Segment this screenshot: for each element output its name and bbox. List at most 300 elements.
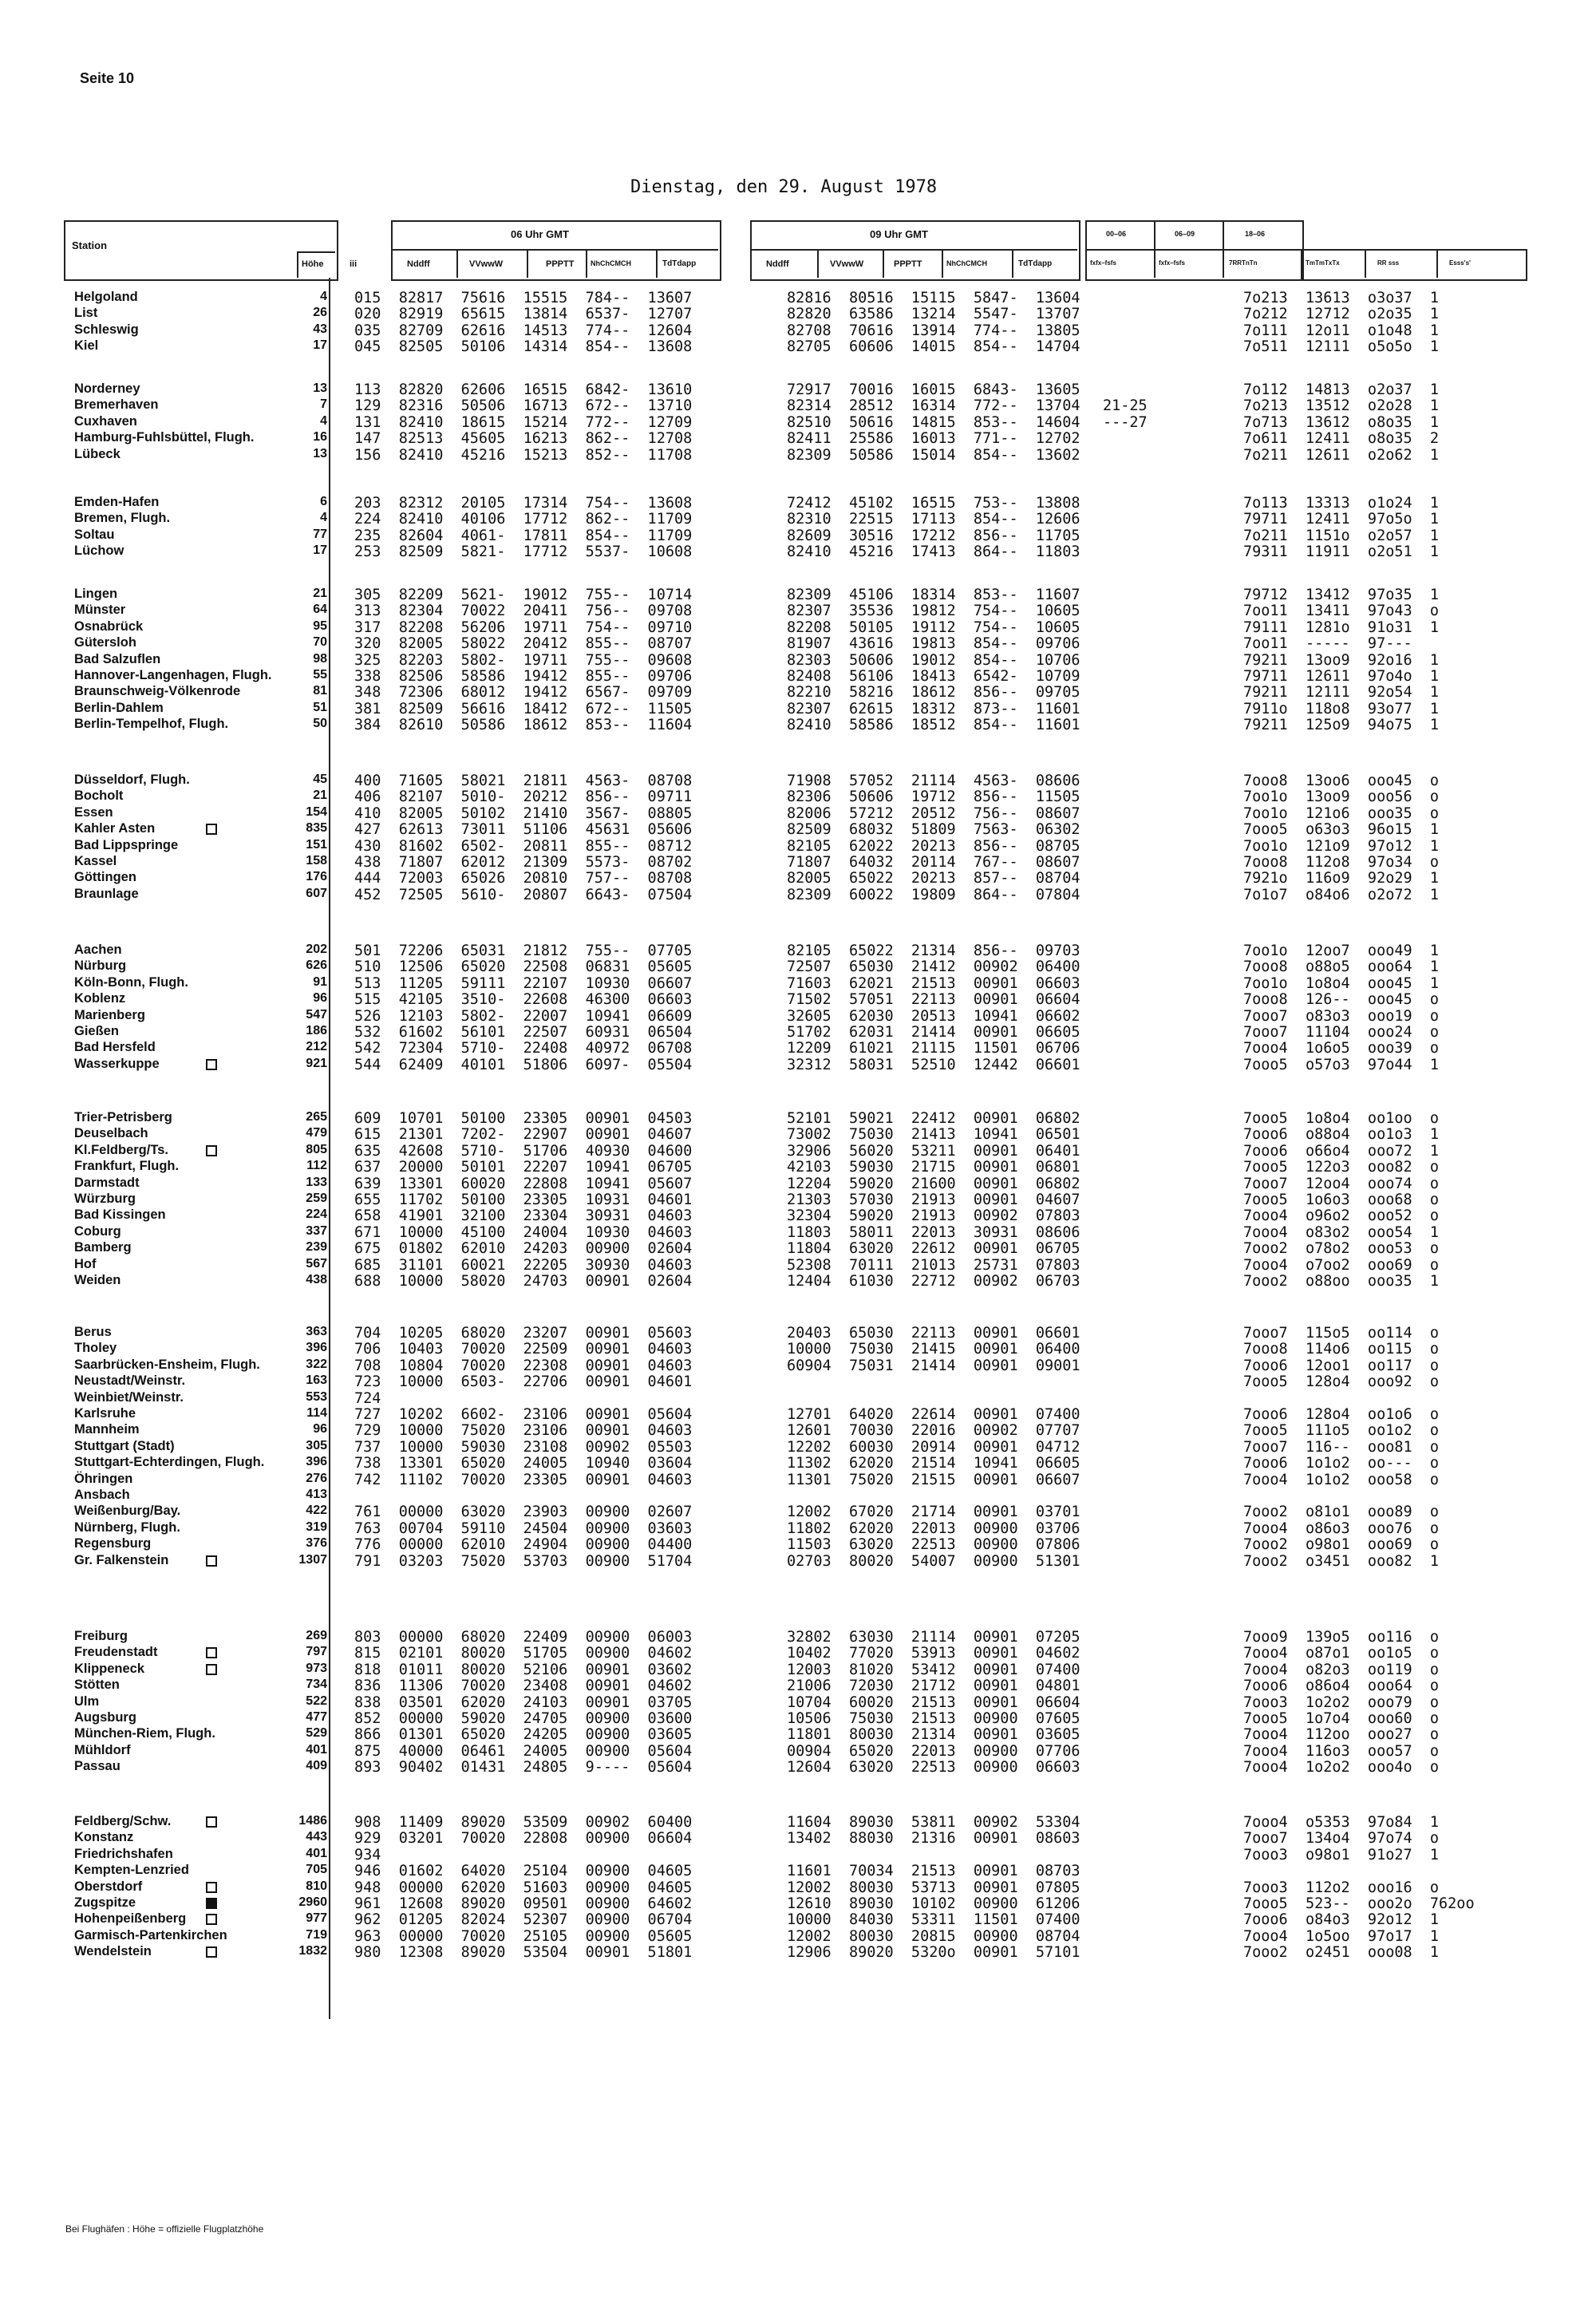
summary-values: 7ooo7 11104 ooo24 o [1243,1024,1440,1041]
station-name: Braunlage [74,887,139,901]
station-height: 70 [313,635,327,649]
obs-09-utc: 60904 75031 21414 00901 09001 [787,1358,1080,1374]
obs-06-utc: 510 12506 65020 22508 06831 05605 [354,958,693,975]
obs-06-utc: 020 82919 65615 13814 6537- 12707 [354,306,693,322]
obs-09-utc: 11604 89030 53811 00902 53304 [787,1814,1080,1831]
range-value: 21-25 [1103,397,1148,414]
c09-ppptt: PPPTT [894,259,922,269]
obs-09-utc: 10000 75030 21415 00901 06400 [787,1341,1080,1358]
obs-06-utc: 763 00704 59110 24504 00900 03603 [354,1520,693,1537]
obs-09-utc: 12003 81020 53412 00901 07400 [787,1662,1080,1678]
obs-09-utc: 12701 64020 22614 00901 07400 [787,1406,1080,1423]
obs-09-utc: 12002 80030 53713 00901 07805 [787,1879,1080,1896]
station-height: 186 [306,1024,327,1037]
date-line: Dienstag, den 29. August 1978 [630,177,938,197]
obs-09-utc: 02703 80020 54007 00900 51301 [787,1553,1080,1570]
obs-06-utc: 317 82208 56206 19711 754-- 09710 [354,619,693,636]
station-height: 158 [306,854,327,867]
station-name: Würzburg [74,1192,136,1206]
obs-09-utc: 71502 57051 22113 00901 06604 [787,991,1080,1008]
station-height: 522 [306,1694,327,1708]
summary-values: 7ooo4 o86o3 ooo76 o [1243,1520,1440,1537]
obs-09-utc: 32304 59020 21913 00902 07803 [787,1207,1080,1224]
station-name: Feldberg/Schw. [74,1814,172,1828]
extra-esss: Esss's' [1449,259,1471,267]
station-height: 176 [306,870,327,883]
obs-06-utc: 635 42608 5710- 51706 40930 04600 [354,1143,693,1160]
station-height: 269 [306,1629,327,1642]
summary-values: 7ooo8 13oo6 ooo45 o [1243,773,1440,789]
summary-values: 7ooo7 o83o3 ooo19 o [1243,1008,1440,1025]
station-height: 422 [306,1504,327,1517]
obs-09-utc: 82105 65022 21314 856-- 09703 [787,943,1080,959]
station-height: 1307 [298,1553,327,1567]
station-height: 96 [313,1422,327,1436]
group09-header: 09 Uhr GMT [870,228,928,240]
c06-tdtd: TdTdapp [662,259,697,268]
station-height: 401 [306,1847,327,1860]
station-name: Bocholt [74,788,124,803]
obs-06-utc: 671 10000 45100 24004 10930 04603 [354,1224,693,1241]
range-06-09: 06–09 [1175,230,1195,238]
summary-values: 7ooo4 1o2o2 ooo4o o [1243,1759,1440,1776]
obs-09-utc: 82509 68032 51809 7563- 06302 [787,821,1080,838]
obs-06-utc: 761 00000 63020 23903 00900 02607 [354,1504,693,1520]
summary-values: 7ooo2 o78o2 ooo53 o [1243,1240,1440,1257]
obs-06-utc: 129 82316 50506 16713 672-- 13710 [354,397,693,414]
obs-06-utc: 542 72304 5710- 22408 40972 06708 [354,1040,693,1057]
range-value: ---27 [1103,414,1148,431]
obs-06-utc: 685 31101 60021 22205 30930 04603 [354,1257,693,1274]
station-height: 547 [306,1008,327,1022]
summary-values: 7921o 116o9 92o29 1 [1243,870,1440,887]
obs-09-utc: 82410 58586 18512 854-- 11601 [787,717,1080,733]
obs-06-utc: 348 72306 68012 19412 6567- 09709 [354,684,693,701]
station-height: 409 [306,1759,327,1772]
mountain-station-square-icon [206,1145,217,1160]
station-height: 319 [306,1520,327,1534]
summary-values: 7ooo2 o3451 ooo82 1 [1243,1553,1440,1570]
summary-values: 7ooo4 116o3 ooo57 o [1243,1743,1440,1760]
mountain-station-square-icon [206,1647,217,1662]
station-name: Darmstadt [74,1176,140,1190]
station-name: Bad Lippspringe [74,838,179,852]
summary-values: 7ooo2 o81o1 ooo89 o [1243,1504,1440,1520]
obs-06-utc: 235 82604 4061- 17811 854-- 11709 [354,528,693,544]
station-height: 98 [313,652,327,666]
obs-09-utc: 12610 89030 10102 00900 61206 [787,1895,1080,1912]
obs-09-utc: 82408 56106 18413 6542- 10709 [787,668,1080,685]
station-height: 95 [313,619,327,633]
station-height: 607 [306,887,327,900]
obs-06-utc: 400 71605 58021 21811 4563- 08708 [354,773,693,789]
obs-09-utc: 82105 62022 20213 856-- 08705 [787,838,1080,855]
summary-values: 7ooo3 1o2o2 ooo79 o [1243,1694,1440,1711]
obs-09-utc: 10402 77020 53913 00901 04602 [787,1645,1080,1662]
station-name: Weiden [74,1273,121,1287]
mountain-station-square-icon [206,1882,217,1897]
station-name: Regensburg [74,1536,152,1551]
summary-values: 7ooo6 o86o4 ooo64 o [1243,1678,1440,1694]
station-name: Trier-Petrisberg [74,1110,172,1124]
summary-values: 7ooo4 1o5oo 97o17 1 [1243,1928,1440,1945]
obs-06-utc: 313 82304 70022 20411 756-- 09708 [354,603,693,619]
station-height: 259 [306,1192,327,1205]
obs-09-utc: 11804 63020 22612 00901 06705 [787,1240,1080,1257]
station-height: 17 [313,338,327,352]
obs-09-utc: 82309 45106 18314 853-- 11607 [787,587,1080,603]
obs-09-utc: 82006 57212 20512 756-- 08607 [787,805,1080,822]
obs-09-utc: 82310 22515 17113 854-- 12606 [787,511,1080,528]
summary-values: 7ooo5 128o4 ooo92 o [1243,1373,1440,1390]
range-fx-1: fxfx–fsfs [1090,259,1116,267]
obs-06-utc: 035 82709 62616 14513 774-- 12604 [354,322,693,339]
station-height: 50 [313,717,327,730]
summary-values: 7ooo4 o96o2 ooo52 o [1243,1207,1440,1224]
station-height: 797 [306,1645,327,1658]
obs-09-utc: 72507 65030 21412 00902 06400 [787,958,1080,975]
mountain-station-square-icon [206,1059,217,1074]
station-name: Augsburg [74,1710,136,1725]
station-height: 13 [313,381,327,395]
obs-09-utc: 71807 64032 20114 767-- 08607 [787,854,1080,871]
obs-09-utc: 11802 62020 22013 00900 03706 [787,1520,1080,1537]
station-name: Gütersloh [74,635,136,650]
obs-09-utc: 71603 62021 21513 00901 06603 [787,975,1080,992]
station-height: 322 [306,1358,327,1371]
station-name: Garmisch-Partenkirchen [74,1928,227,1942]
summary-values: 7ooo4 o82o3 oo119 o [1243,1662,1440,1678]
station-height: 396 [306,1341,327,1354]
obs-06-utc: 852 00000 59020 24705 00900 03600 [354,1710,693,1727]
station-name: Klippeneck [74,1662,145,1676]
obs-06-utc: 532 61602 56101 22507 60931 06504 [354,1024,693,1041]
station-name: Osnabrück [74,619,144,634]
obs-06-utc: 384 82610 50586 18612 853-- 11604 [354,717,693,733]
station-name: Kempten-Lenzried [74,1863,189,1877]
summary-values: 7oo11 13411 97o43 o [1243,603,1440,619]
summary-values: 7ooo7 12oo4 ooo74 o [1243,1176,1440,1192]
station-height: 337 [306,1224,327,1238]
station-name: Weißenburg/Bay. [74,1504,181,1518]
obs-09-utc: 12202 60030 20914 00901 04712 [787,1439,1080,1456]
station-name: Bad Salzuflen [74,652,161,666]
station-height: 810 [306,1879,327,1893]
summary-values: 7o113 13313 o1o24 1 [1243,495,1440,512]
obs-09-utc: 82307 35536 19812 754-- 10605 [787,603,1080,619]
obs-06-utc: 609 10701 50100 23305 00901 04503 [354,1110,693,1127]
summary-values: 7o213 13613 o3o37 1 [1243,290,1440,306]
obs-06-utc: 131 82410 18615 15214 772-- 12709 [354,414,693,431]
station-height: 921 [306,1057,327,1070]
c09-tdtd: TdTdapp [1018,259,1053,268]
obs-09-utc: 10704 60020 21513 00901 06604 [787,1694,1080,1711]
station-name: Karlsruhe [74,1406,136,1421]
summary-values: 7ooo5 1o6o3 ooo68 o [1243,1192,1440,1208]
mountain-station-square-icon [206,1946,217,1962]
summary-values: 7o211 1151o o2o57 1 [1243,528,1440,544]
station-height: 705 [306,1863,327,1876]
station-height: 96 [313,991,327,1005]
summary-values: 7oo1o 1o8o4 ooo45 1 [1243,975,1440,992]
obs-06-utc: 045 82505 50106 14314 854-- 13608 [354,338,693,355]
summary-values: 7o212 12712 o2o35 1 [1243,306,1440,322]
station-name: Ansbach [74,1488,130,1502]
station-name: Aachen [74,943,122,957]
summary-values: 7ooo5 1o8o4 oo1oo o [1243,1110,1440,1127]
obs-06-utc: 727 10202 6602- 23106 00901 05604 [354,1406,693,1423]
obs-06-utc: 320 82005 58022 20412 855-- 08707 [354,635,693,652]
summary-values: 7ooo5 1o7o4 ooo60 o [1243,1710,1440,1727]
obs-06-utc: 224 82410 40106 17712 862-- 11709 [354,511,693,528]
station-height: 4 [320,290,327,303]
obs-09-utc: 73002 75030 21413 10941 06501 [787,1126,1080,1143]
obs-06-utc: 438 71807 62012 21309 5573- 08702 [354,854,693,871]
obs-09-utc: 11803 58011 22013 30931 08606 [787,1224,1080,1241]
station-name: Wasserkuppe [74,1057,160,1071]
station-name: Emden-Hafen [74,495,160,509]
station-name: Hamburg-Fuhlsbüttel, Flugh. [74,430,255,445]
station-name: Stuttgart-Echterdingen, Flugh. [74,1455,265,1469]
mountain-station-square-icon [206,824,217,839]
summary-values: 7ooo7 134o4 97o74 o [1243,1830,1440,1847]
station-name: Gr. Falkenstein [74,1553,169,1567]
obs-06-utc: 501 72206 65031 21812 755-- 07705 [354,943,693,959]
summary-values: 7ooo7 115o5 oo114 o [1243,1325,1440,1342]
station-height: 43 [313,322,327,336]
obs-09-utc: 82410 45216 17413 864-- 11803 [787,543,1080,560]
range-18-06: 18–06 [1245,230,1266,238]
obs-06-utc: 962 01205 82024 52307 00900 06704 [354,1911,693,1928]
obs-06-utc: 658 41901 32100 23304 30931 04603 [354,1207,693,1224]
obs-06-utc: 406 82107 5010- 20212 856-- 09711 [354,788,693,805]
station-name: Oberstdorf [74,1879,143,1894]
obs-06-utc: 948 00000 62020 51603 00900 04605 [354,1879,693,1896]
summary-values: 7ooo5 122o3 ooo82 o [1243,1159,1440,1176]
station-name: Saarbrücken-Ensheim, Flugh. [74,1358,260,1372]
obs-06-utc: 637 20000 50101 22207 10941 06705 [354,1159,693,1176]
summary-values: 79311 11911 o2o51 1 [1243,543,1440,560]
station-height: 529 [306,1726,327,1740]
obs-09-utc: 82820 63586 13214 5547- 13707 [787,306,1080,322]
obs-09-utc: 82816 80516 15115 5847- 13604 [787,290,1080,306]
mountain-station-square-icon [206,1555,217,1571]
station-name: Bad Hersfeld [74,1040,156,1054]
obs-06-utc: 803 00000 68020 22409 00900 06003 [354,1629,693,1646]
obs-06-utc: 738 13301 65020 24005 10940 03604 [354,1455,693,1472]
station-name: Stötten [74,1678,120,1692]
station-name: Neustadt/Weinstr. [74,1373,186,1388]
station-name: Braunschweig-Völkenrode [74,684,241,698]
iii-header: iii [350,259,358,269]
summary-values: 7o611 12411 o8o35 2 [1243,430,1440,447]
obs-09-utc: 20403 65030 22113 00901 06601 [787,1325,1080,1342]
obs-09-utc: 21006 72030 21712 00901 04801 [787,1678,1080,1694]
station-height: 479 [306,1126,327,1140]
station-name: Hohenpeißenberg [74,1911,187,1926]
obs-06-utc: 893 90402 01431 24805 9---- 05604 [354,1759,693,1776]
obs-06-utc: 639 13301 60020 22808 10941 05607 [354,1176,693,1192]
obs-06-utc: 113 82820 62606 16515 6842- 13610 [354,381,693,398]
station-name: Konstanz [74,1830,134,1844]
station-name: Göttingen [74,870,136,884]
hoehe-rule [329,278,330,2019]
c06-ppptt: PPPTT [546,259,575,269]
obs-06-utc: 615 21301 7202- 22907 00901 04607 [354,1126,693,1143]
station-height: 1486 [298,1814,327,1828]
station-height: 55 [313,668,327,682]
summary-values: 7o713 13612 o8o35 1 [1243,414,1440,431]
station-name: Bad Kissingen [74,1207,166,1222]
station-name: Berlin-Dahlem [74,701,164,715]
summary-values: 7ooo6 12oo1 oo117 o [1243,1358,1440,1374]
summary-values: 7oo1o 13oo9 ooo56 o [1243,788,1440,805]
c06-nddff: Nddff [407,259,430,269]
obs-06-utc: 156 82410 45216 15213 852-- 11708 [354,447,693,464]
summary-values: 7ooo6 o84o3 92o12 1 [1243,1911,1440,1928]
obs-09-utc: 52308 70111 21013 25731 07803 [787,1257,1080,1274]
obs-09-utc: 72917 70016 16015 6843- 13605 [787,381,1080,398]
station-name: Helgoland [74,290,138,304]
obs-06-utc: 338 82506 58586 19412 855-- 09706 [354,668,693,685]
obs-09-utc: 12604 63020 22513 00900 06603 [787,1759,1080,1776]
obs-09-utc: 00904 65020 22013 00900 07706 [787,1743,1080,1760]
station-height: 305 [306,1439,327,1452]
station-name: Deuselbach [74,1126,148,1140]
obs-09-utc: 51702 62031 21414 00901 06605 [787,1024,1080,1041]
mountain-station-square-icon [206,1664,217,1679]
mountain-station-square-icon [206,1914,217,1929]
obs-06-utc: 147 82513 45605 16213 862-- 12708 [354,430,693,447]
obs-06-utc: 980 12308 89020 53504 00901 51801 [354,1944,693,1961]
obs-09-utc: 82609 30516 17212 856-- 11705 [787,528,1080,544]
obs-09-utc: 12404 61030 22712 00902 06703 [787,1273,1080,1290]
station-name: Lüchow [74,543,124,558]
obs-09-utc: 11801 80030 21314 00901 03605 [787,1726,1080,1743]
summary-values: 7ooo4 o7oo2 ooo69 o [1243,1257,1440,1274]
obs-09-utc: 72412 45102 16515 753-- 13808 [787,495,1080,512]
obs-06-utc: 724 [354,1390,381,1407]
summary-values: 7ooo2 o88oo ooo35 1 [1243,1273,1440,1290]
obs-06-utc: 515 42105 3510- 22608 46300 06603 [354,991,693,1008]
station-name: Zugspitze [74,1895,136,1910]
obs-09-utc: 42103 59030 21715 00901 06801 [787,1159,1080,1176]
station-height: 224 [306,1207,327,1221]
station-name: Wendelstein [74,1944,152,1958]
obs-09-utc: 12209 61021 21115 11501 06706 [787,1040,1080,1057]
station-height: 2960 [298,1895,327,1909]
station-name: Cuxhaven [74,414,137,429]
obs-09-utc: 52101 59021 22412 00901 06802 [787,1110,1080,1127]
summary-values: 7o511 12111 o5o5o 1 [1243,338,1440,355]
obs-06-utc: 946 01602 64020 25104 00900 04605 [354,1863,693,1879]
station-height: 4 [320,511,327,524]
station-name: Ulm [74,1694,100,1709]
obs-06-utc: 708 10804 70020 22308 00901 04603 [354,1358,693,1374]
obs-09-utc: 10000 84030 53311 11501 07400 [787,1911,1080,1928]
summary-values: 7ooo5 o63o3 96o15 1 [1243,821,1440,838]
obs-09-utc: 82307 62615 18312 873-- 11601 [787,701,1080,717]
obs-06-utc: 815 02101 80020 51705 00900 04602 [354,1645,693,1662]
station-height: 276 [306,1472,327,1485]
station-height: 719 [306,1928,327,1942]
station-name: Lingen [74,587,118,601]
station-name: Münster [74,603,126,617]
mountain-station-square-icon [206,1816,217,1832]
obs-09-utc: 21303 57030 21913 00901 04607 [787,1192,1080,1208]
obs-09-utc: 32605 62030 20513 10941 06602 [787,1008,1080,1025]
obs-09-utc: 82210 58216 18612 856-- 09705 [787,684,1080,701]
obs-06-utc: 305 82209 5621- 19012 755-- 10714 [354,587,693,603]
summary-values: 7ooo6 o88o4 oo1o3 1 [1243,1126,1440,1143]
summary-values: 7ooo6 o66o4 ooo72 1 [1243,1143,1440,1160]
summary-values: 7ooo5 o57o3 97o44 1 [1243,1057,1440,1073]
obs-06-utc: 526 12103 5802- 22007 10941 06609 [354,1008,693,1025]
station-height: 64 [313,603,327,616]
obs-06-utc: 430 81602 6502- 20811 855-- 08712 [354,838,693,855]
hoehe-header: Höhe [302,259,324,269]
obs-06-utc: 253 82509 5821- 17712 5537- 10608 [354,543,693,560]
obs-09-utc: 82306 50606 19712 856-- 11505 [787,788,1080,805]
station-height: 16 [313,430,327,444]
station-name: Hof [74,1257,97,1271]
station-height: 77 [313,528,327,541]
station-height: 401 [306,1743,327,1757]
summary-values: 7o111 12o11 o1o48 1 [1243,322,1440,339]
summary-values: 79711 12611 97o4o 1 [1243,668,1440,685]
obs-09-utc: 12601 70030 22016 00902 07707 [787,1422,1080,1439]
summary-values: 7o213 13512 o2o28 1 [1243,397,1440,414]
obs-06-utc: 544 62409 40101 51806 6097- 05504 [354,1057,693,1073]
summary-values: 7ooo6 128o4 oo1o6 o [1243,1406,1440,1423]
station-height: 553 [306,1390,327,1404]
obs-06-utc: 963 00000 70020 25105 00900 05605 [354,1928,693,1945]
station-height: 977 [306,1911,327,1925]
summary-values: 7ooo5 523-- ooo2o 762oo [1243,1895,1475,1912]
obs-06-utc: 452 72505 5610- 20807 6643- 07504 [354,887,693,903]
summary-values: 7ooo8 o88o5 ooo64 1 [1243,958,1440,975]
station-name: Koblenz [74,991,126,1006]
station-name: List [74,306,98,320]
obs-06-utc: 655 11702 50100 23305 10931 04601 [354,1192,693,1208]
c09-nddff: Nddff [766,259,789,269]
extra-tmtm: TmTmTxTx [1306,259,1340,267]
station-height: 81 [313,684,327,698]
station-height: 114 [306,1406,327,1420]
obs-09-utc: 11503 63020 22513 00900 07806 [787,1536,1080,1553]
summary-values: 79712 13412 97o35 1 [1243,587,1440,603]
summary-values: 7oo1o 12oo7 ooo49 1 [1243,943,1440,959]
obs-06-utc: 838 03501 62020 24103 00901 03705 [354,1694,693,1711]
station-name: Hannover-Langenhagen, Flugh. [74,668,272,682]
station-name: Nürnberg, Flugh. [74,1520,180,1535]
station-name: Bremen, Flugh. [74,511,171,525]
obs-09-utc: 71908 57052 21114 4563- 08606 [787,773,1080,789]
summary-values: 7911o 118o8 93o77 1 [1243,701,1440,717]
station-height: 443 [306,1830,327,1844]
station-name: Coburg [74,1224,121,1239]
obs-09-utc: 82309 50586 15014 854-- 13602 [787,447,1080,464]
station-name: Mühldorf [74,1743,131,1757]
station-height: 21 [313,788,327,802]
summary-values: 7ooo6 1o1o2 oo--- o [1243,1455,1440,1472]
station-name: Berlin-Tempelhof, Flugh. [74,717,229,731]
station-height: 376 [306,1536,327,1550]
obs-09-utc: 82705 60606 14015 854-- 14704 [787,338,1080,355]
station-name: Freudenstadt [74,1645,158,1659]
station-name: Berus [74,1325,112,1339]
obs-06-utc: 818 01011 80020 52106 00901 03602 [354,1662,693,1678]
